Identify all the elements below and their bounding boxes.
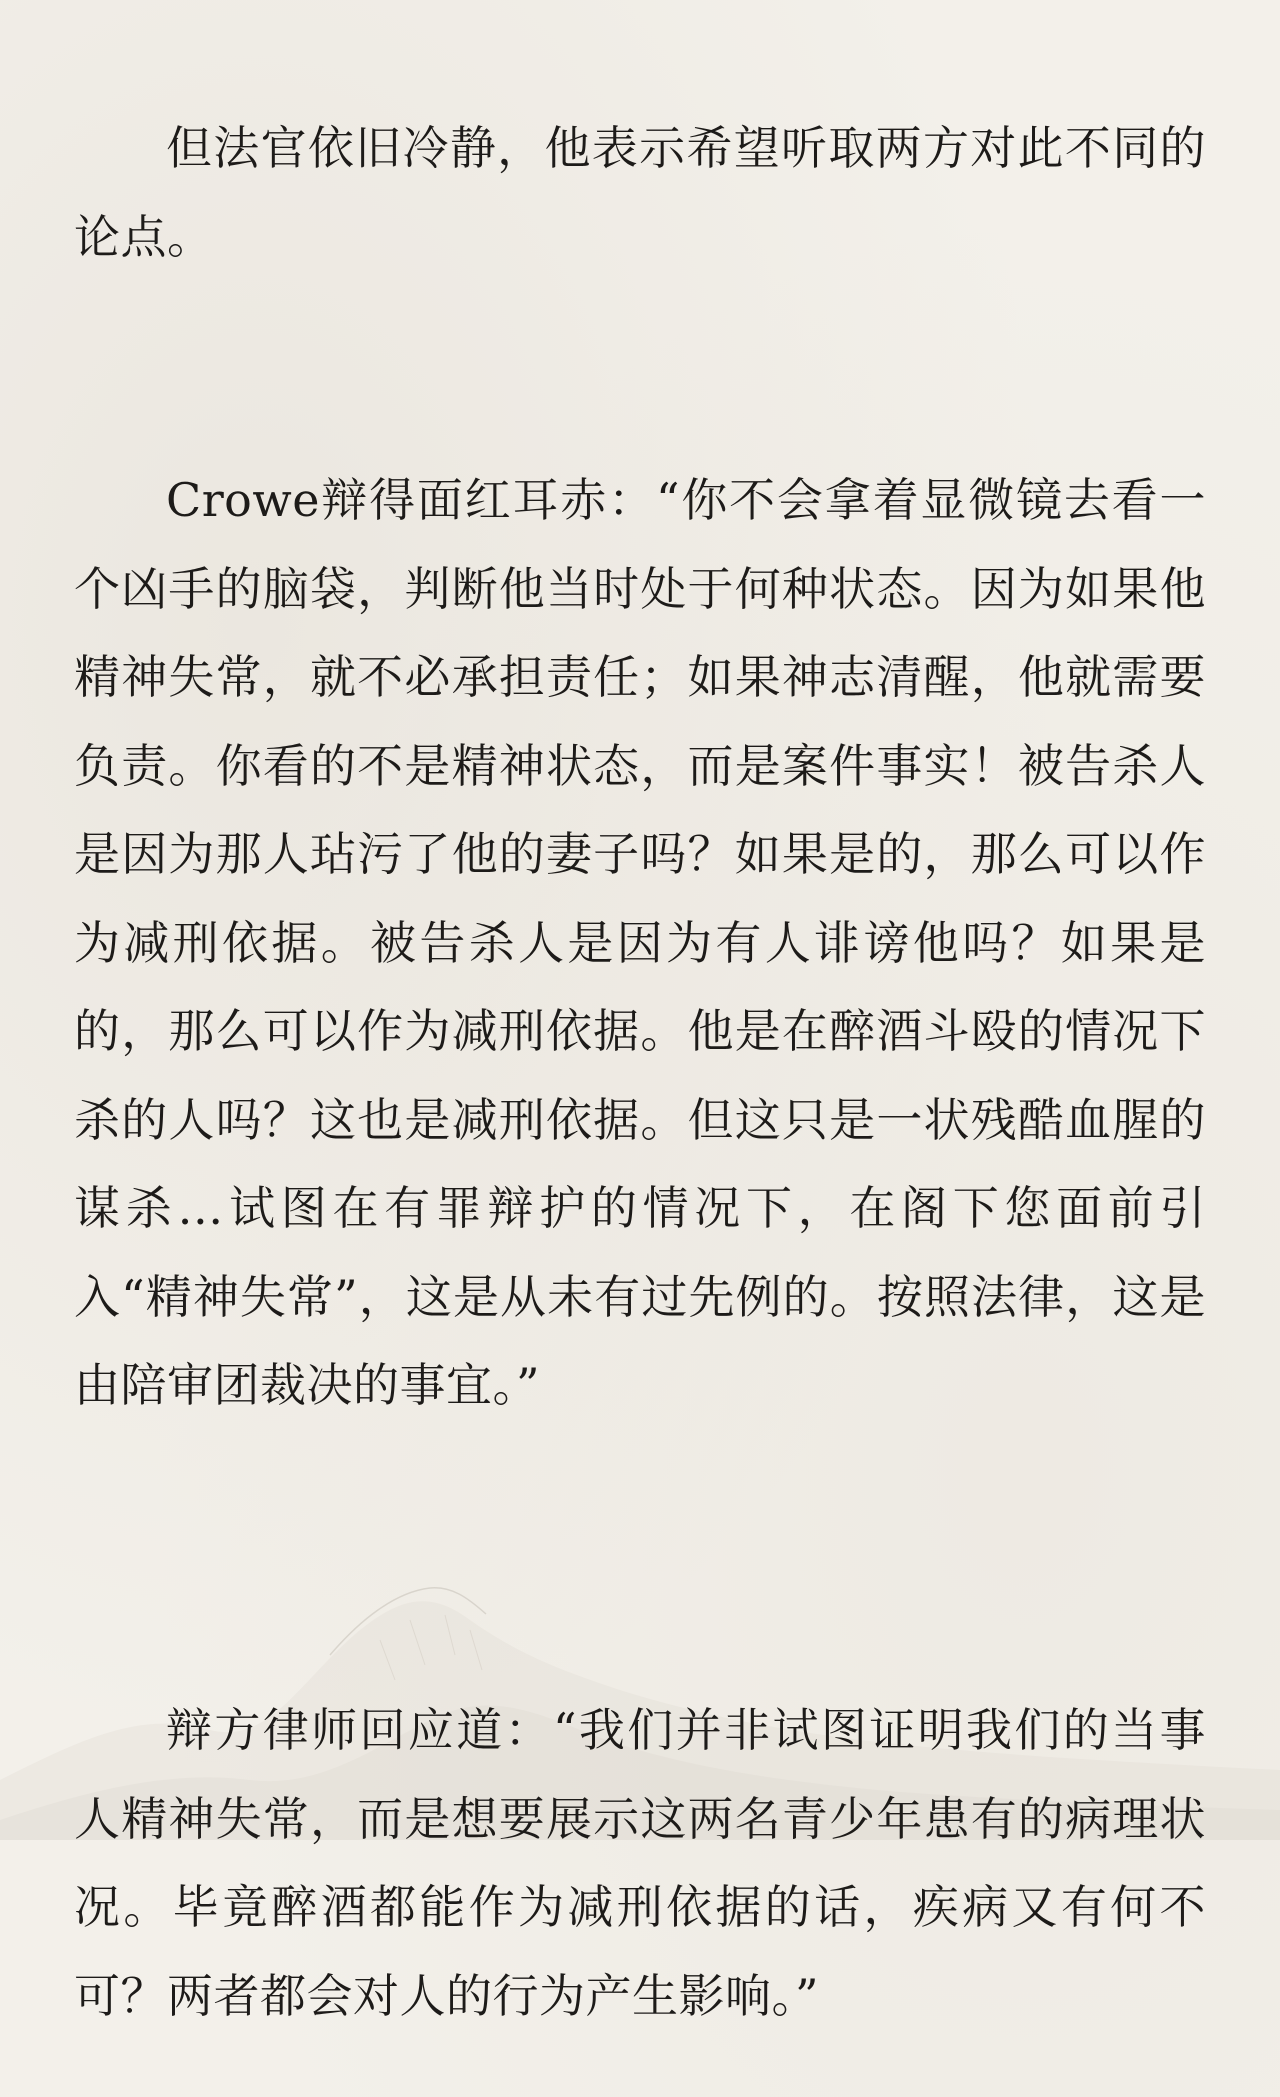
- paragraph-crowe-argument: Crowe辩得面红耳赤：“你不会拿着显微镜去看一个凶手的脑袋，判断他当时处于何种状态。因为如果他精神失常，就不必承担责任；如果神志清醒，他就需要负责。你看的不是精神状态，而是案件事实！被告杀人是因为那人玷污了他的妻子吗？如果是的，那么可以作为减刑依据。被告杀人是因为有人诽谤他吗？如果是的，那么可以作为减刑依据。他是在醉酒斗殴的情况下杀的人吗？这也是减刑依据。但这只是一状残酷血腥的谋杀…试图在有罪辩护的情况下，在阁下您面前引入“精神失常”，这是从未有过先例的。按照法律，这是由陪审团裁决的事宜。”: [74, 473, 1206, 1412]
- paragraph-defense-response: 辩方律师回应道：“我们并非试图证明我们的当事人精神失常，而是想要展示这两名青少年患有的病理状况。毕竟醉酒都能作为减刑依据的话，疾病又有何不可？两者都会对人的行为产生影响。”: [74, 1703, 1206, 2023]
- paragraph-judge: 但法官依旧冷静，他表示希望听取两方对此不同的论点。: [74, 121, 1206, 264]
